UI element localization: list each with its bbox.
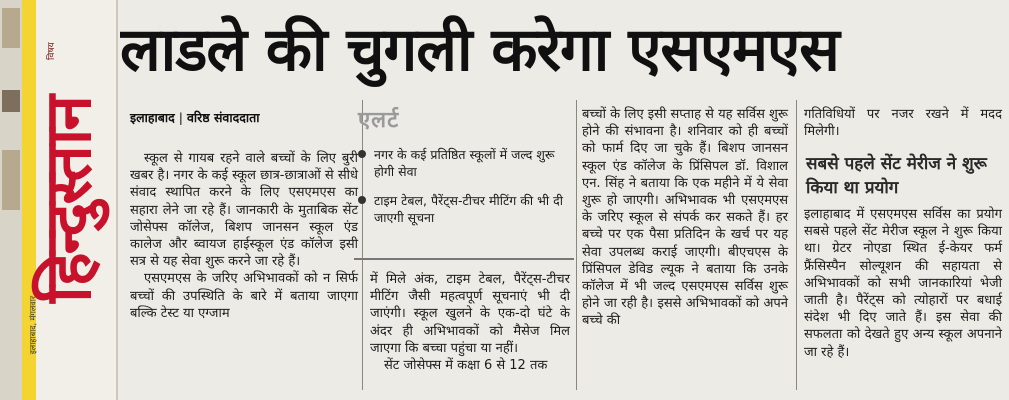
- article-column-1: [130, 150, 358, 322]
- edition-date: इलाहाबाद, मंगलवार: [28, 295, 38, 355]
- paragraph: इलाहाबाद में एसएमएस सर्विस का प्रयोग सबसे पहले सेंट मेरीज स्कूल ने शुरू किया था। ग्रेटर नोएडा स्थित ई-केयर फर्म फ्रैंसिस्पैन सोल्यूशन की सहायता से अभिभावकों को सभी जानकारियां भेजी जाती है। पैरेंट्स को त्योहारों पर बधाई संदेश भी दिए जाते हैं। इस सेवा की सफलता को देखते हुए अन्य स्कूल अपनाने जा रहे हैं।: [804, 207, 1002, 360]
- paragraph: में मिले अंक, टाइम टेबल, पैरेंट्स-टीचर मीटिंग जैसी महत्वपूर्ण सूचनाएं भी दी जाएंगी। स्कूल खुलने के एक-दो घंटे के अंदर ही अभिभावकों को मैसेज मिल जाएगा कि बच्चा पहुंचा या नहीं।: [370, 272, 570, 356]
- alert-divider: [354, 258, 574, 260]
- paragraph: सेंट जोसेफ्स में कक्षा 6 से 12 तक: [384, 358, 548, 374]
- paragraph: स्कूल से गायब रहने वाले बच्चों के लिए बुरी खबर है। नगर के कई स्कूल छात्र-छात्राओं से सीधे संवाद स्थापित करने के लिए एसएमएस का सहारा लेने जा रहे हैं। जानकारी के मुताबिक सेंट जोसेफ्स कॉलेज, बिशप जानसन स्कूल एंड कालेज और ब्वायज हाईस्कूल एंड कॉलेज इसी सत्र से यह सेवा शुरू करने जा रहे हैं।: [130, 151, 358, 270]
- column-divider: [576, 100, 577, 390]
- byline-author: वरिष्ठ संवाददाता: [186, 110, 260, 125]
- alert-box: [354, 104, 566, 254]
- newspaper-logo: हिन्दुस्तान: [32, 97, 106, 303]
- alert-item: नगर के कई प्रतिष्ठित स्कूलों में जल्द शुरू होगी सेवा: [354, 146, 566, 180]
- strip-block: [2, 90, 20, 112]
- adjacent-page-strip: [0, 0, 23, 400]
- sub-headline: सबसे पहले सेंट मेरीज ने शुरू किया था प्रयोग: [806, 154, 987, 198]
- article-column-4: [804, 106, 1002, 140]
- newspaper-masthead: [22, 0, 118, 400]
- byline: इलाहाबाद | वरिष्ठ संवाददाता: [130, 110, 260, 125]
- article-column-3: [582, 106, 788, 330]
- section-tag: विषय: [47, 42, 57, 60]
- byline-place: इलाहाबाद: [130, 110, 175, 125]
- strip-block: [2, 150, 20, 210]
- paragraph: एसएमएस के जरिए अभिभावकों को न सिर्फ बच्चों की उपस्थिति के बारे में बताया जाएगा बल्कि टेस्ट या एग्जाम: [130, 271, 358, 321]
- article-headline: लाडले की चुगली करेगा एसएमएस: [120, 15, 839, 85]
- article-column-2: [370, 271, 570, 374]
- bullet-icon: [358, 150, 366, 158]
- paragraph: गतिविधियों पर नजर रखने में मदद मिलेगी।: [804, 107, 1002, 140]
- article-column-4-body: [804, 206, 1002, 361]
- paragraph: बच्चों के लिए इसी सप्ताह से यह सर्विस शुरू होने की संभावना है। शनिवार को ही बच्चों को फार्म दिए जा चुके हैं। बिशप जानसन स्कूल एंड कॉलेज के प्रिंसिपल डॉ. विशाल एन. सिंह ने बताया कि एक महीने में ये सेवा शुरू हो जाएगी। अभिभावक भी एसएमएस के जरिए स्कूल से संपर्क कर सकते हैं। हर बच्चे पर एक पैसा प्रतिदिन के खर्च पर यह सेवा उपलब्ध कराई जाएगी। बीएचएस के प्रिंसिपल डेविड ल्यूक ने बताया कि उनके कॉलेज में भी जल्द एसएमएस सर्विस शुरू होने जा रही है। इससे अभिभावकों को अपने बच्चे की: [582, 107, 788, 329]
- column-divider: [796, 100, 797, 390]
- bullet-icon: [358, 196, 366, 204]
- alert-item: टाइम टेबल, पैरेंट्स-टीचर मीटिंग की भी दी जाएगी सूचना: [354, 192, 566, 226]
- strip-block: [2, 8, 20, 48]
- alert-title: एलर्ट: [358, 108, 400, 133]
